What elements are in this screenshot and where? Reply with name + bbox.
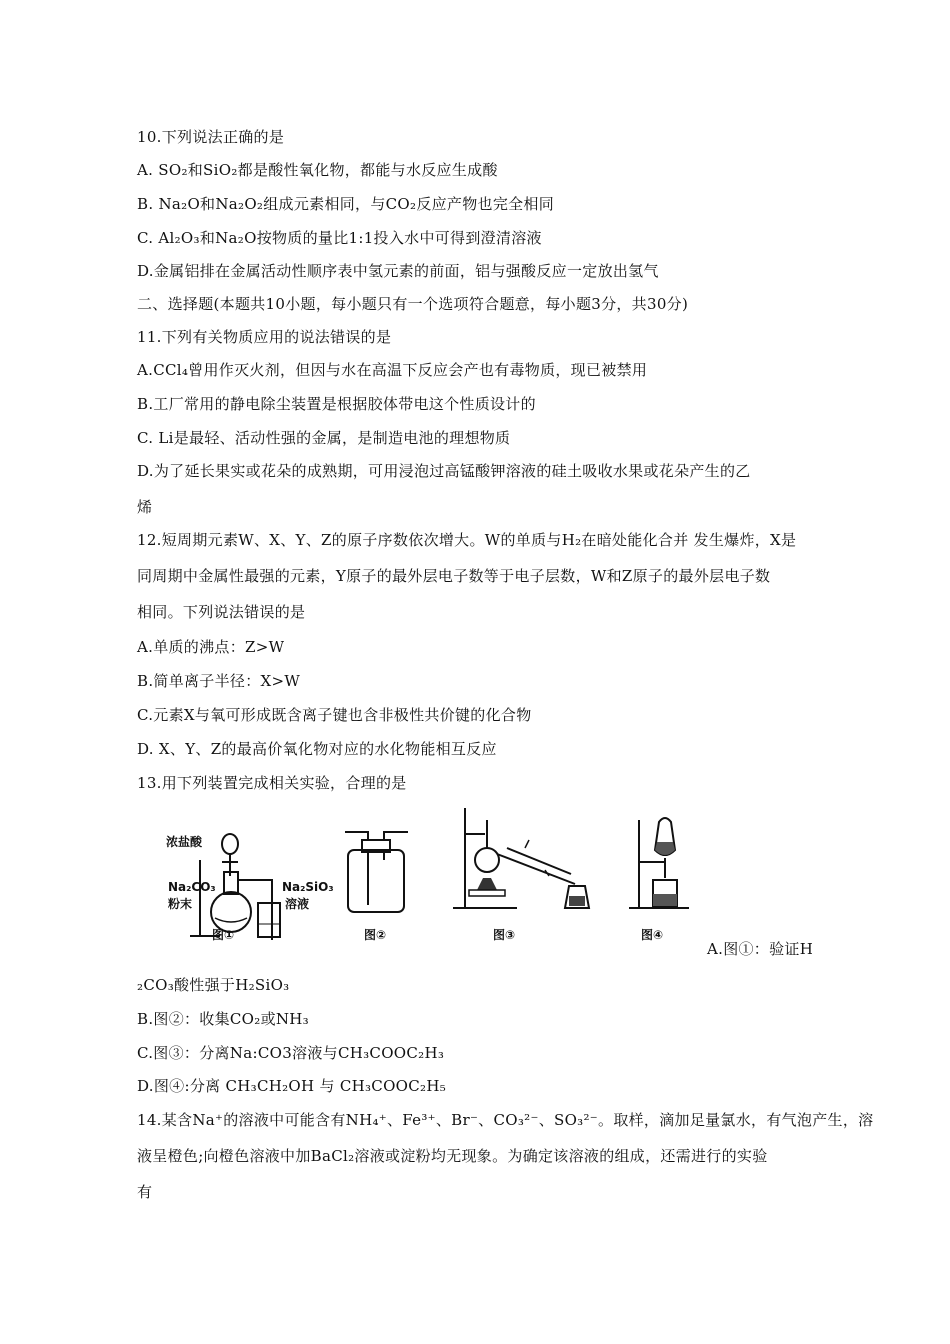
q13-option-a-cont: ₂CO₃酸性强于H₂SiO₃ xyxy=(137,976,290,994)
q11-option-d: D.为了延长果实或花朵的成熟期，可用浸泡过高锰酸钾溶液的硅土吸收水果或花朵产生的乙 xyxy=(137,462,751,480)
figure-1-caption: 图① xyxy=(212,928,235,942)
figure-1-solution-label2: 溶液 xyxy=(285,897,310,911)
q14-line2: 液呈橙色;向橙色溶液中加BaCl₂溶液或淀粉均无现象。为确定该溶液的组成，还需进行的实验 xyxy=(137,1147,768,1165)
q12-line2: 同周期中金属性最强的元素，Y原子的最外层电子数等于电子层数，W和Z原子的最外层电子数 xyxy=(137,567,771,585)
q14-line3: 有 xyxy=(137,1183,153,1201)
q11-option-b: B.工厂常用的静电除尘装置是根据胶体带电这个性质设计的 xyxy=(137,395,536,413)
figure-3-caption: 图③ xyxy=(493,928,516,942)
figure-2-apparatus xyxy=(340,800,420,950)
q10-option-b: B. Na₂O和Na₂O₂组成元素相同，与CO₂反应产物也完全相同 xyxy=(137,195,555,213)
figure-1-apparatus xyxy=(160,800,340,950)
figure-1-solution-label: Na₂SiO₃ xyxy=(282,880,334,894)
q11-stem: 11.下列有关物质应用的说法错误的是 xyxy=(137,328,392,346)
figure-3-apparatus xyxy=(445,800,605,950)
q13-option-a: A.图①：验证H xyxy=(707,940,814,958)
figure-1-acid-label: 浓盐酸 xyxy=(166,835,203,849)
q10-option-d: D.金属铝排在金属活动性顺序表中氢元素的前面，铝与强酸反应一定放出氢气 xyxy=(137,262,659,280)
q13-stem: 13.用下列装置完成相关实验，合理的是 xyxy=(137,774,407,792)
figure-1-drawing xyxy=(160,800,340,950)
figure-4-apparatus xyxy=(625,800,695,950)
q12-option-c: C.元素X与氧可形成既含离子键也含非极性共价键的化合物 xyxy=(137,706,532,724)
q12-option-d: D. X、Y、Z的最高价氧化物对应的水化物能相互反应 xyxy=(137,740,497,758)
figure-2-caption: 图② xyxy=(364,928,387,942)
figure-4-caption: 图④ xyxy=(641,928,664,942)
section-header: 二、选择题(本题共10小题，每小题只有一个选项符合题意，每小题3分，共30分) xyxy=(137,295,689,313)
q14-line1: 14.某含Na⁺的溶液中可能含有NH₄⁺、Fe³⁺、Br⁻、CO₃²⁻、SO₃²⁻。取样，滴加足量氯水，有气泡产生，溶 xyxy=(137,1111,874,1129)
q11-option-c: C. Li是最轻、活动性强的金属，是制造电池的理想物质 xyxy=(137,429,511,447)
figure-3-drawing xyxy=(445,800,605,950)
q11-option-a: A.CCl₄曾用作灭火剂，但因与水在高温下反应会产也有毒物质，现已被禁用 xyxy=(137,361,648,379)
q11-option-d-cont: 烯 xyxy=(137,498,153,516)
q10-option-a: A. SO₂和SiO₂都是酸性氧化物，都能与水反应生成酸 xyxy=(137,161,498,179)
q13-option-d: D.图④:分离 CH₃CH₂OH 与 CH₃COOC₂H₅ xyxy=(137,1077,447,1095)
q10-option-c: C. Al₂O₃和Na₂O按物质的量比1:1投入水中可得到澄清溶液 xyxy=(137,229,542,247)
q13-option-c: C.图③：分离Na:CO3溶液与CH₃COOC₂H₃ xyxy=(137,1044,445,1062)
q12-option-b: B.简单离子半径：X>W xyxy=(137,672,301,690)
figure-1-solid-label: Na₂CO₃ xyxy=(168,880,216,894)
q13-option-b: B.图②：收集CO₂或NH₃ xyxy=(137,1010,309,1028)
q12-line3: 相同。下列说法错误的是 xyxy=(137,603,306,621)
q12-option-a: A.单质的沸点：Z>W xyxy=(137,638,285,656)
q12-line1: 12.短周期元素W、X、Y、Z的原子序数依次增大。W的单质与H₂在暗处能化合并 发生爆炸，X是 xyxy=(137,531,797,549)
figure-1-solid-label2: 粉末 xyxy=(168,897,193,911)
q10-stem: 10.下列说法正确的是 xyxy=(137,128,285,146)
